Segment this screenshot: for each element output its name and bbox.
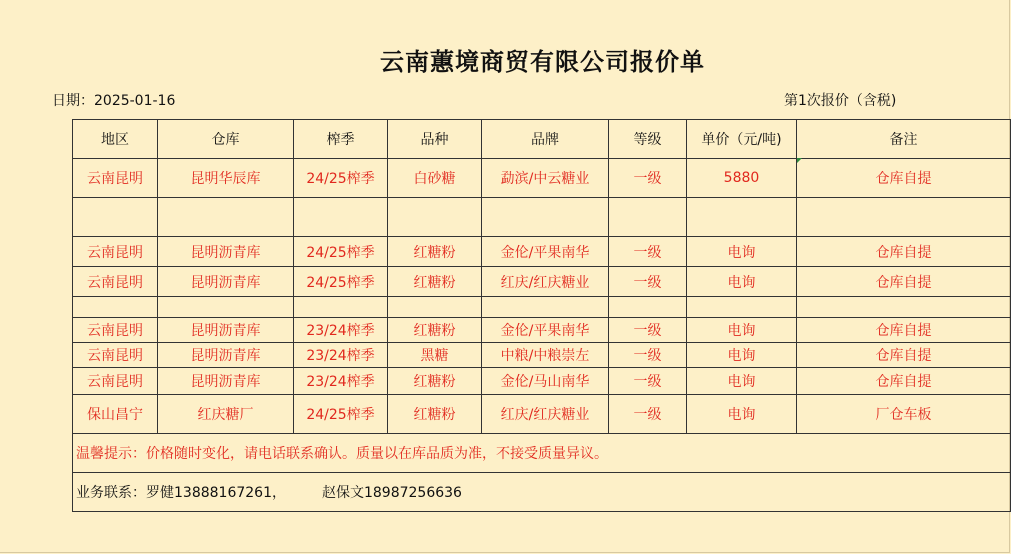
column-header-remark[interactable]: 备注 (797, 120, 1011, 159)
table-row (73, 198, 1011, 237)
cell-grade[interactable]: 一级 (609, 395, 687, 434)
cell-variety[interactable] (388, 198, 482, 237)
contact-row (73, 473, 1011, 512)
cell-brand[interactable]: 金伦/马山南华 (482, 368, 609, 395)
cell-brand[interactable]: 红庆/红庆糖业 (482, 267, 609, 297)
cell-warehouse[interactable]: 昆明沥青库 (158, 318, 294, 343)
cell-season[interactable] (294, 297, 388, 318)
cell-warehouse[interactable] (158, 198, 294, 237)
cell-season[interactable]: 24/25榨季 (294, 237, 388, 267)
cell-price[interactable]: 电询 (687, 343, 797, 368)
contact-person-2: 赵保文18987256636 (321, 485, 462, 501)
cell-warehouse[interactable]: 昆明沥青库 (158, 237, 294, 267)
cell-remark[interactable]: 厂仓车板 (797, 395, 1011, 434)
cell-grade[interactable]: 一级 (609, 318, 687, 343)
table-row (73, 318, 1011, 343)
cell-season[interactable]: 23/24榨季 (294, 343, 388, 368)
cell-price[interactable]: 电询 (687, 267, 797, 297)
cell-variety[interactable] (388, 297, 482, 318)
quote-date: 日期：2025-01-16 (52, 93, 176, 109)
cell-warehouse[interactable]: 昆明华辰库 (158, 159, 294, 198)
cell-remark[interactable]: 仓库自提 (797, 368, 1011, 395)
table-row (73, 159, 1011, 198)
cell-remark[interactable] (797, 198, 1011, 237)
table-row (73, 343, 1011, 368)
cell-price[interactable] (687, 297, 797, 318)
cell-region[interactable]: 云南昆明 (73, 159, 158, 198)
cell-season[interactable]: 23/24榨季 (294, 368, 388, 395)
page-title: 云南蕙境商贸有限公司报价单 (380, 48, 705, 76)
cell-comment-marker (797, 158, 802, 163)
cell-grade[interactable]: 一级 (609, 343, 687, 368)
cell-remark[interactable]: 仓库自提 (797, 237, 1011, 267)
cell-grade[interactable]: 一级 (609, 368, 687, 395)
cell-season[interactable]: 23/24榨季 (294, 318, 388, 343)
cell-brand[interactable]: 中粮/中粮崇左 (482, 343, 609, 368)
cell-remark[interactable]: 仓库自提 (797, 343, 1011, 368)
business-contact[interactable] (73, 473, 1011, 512)
table-row (73, 267, 1011, 297)
cell-warehouse[interactable]: 昆明沥青库 (158, 267, 294, 297)
cell-grade[interactable] (609, 297, 687, 318)
cell-price[interactable]: 电询 (687, 395, 797, 434)
cell-price[interactable] (687, 198, 797, 237)
cell-price[interactable]: 电询 (687, 318, 797, 343)
cell-region[interactable]: 云南昆明 (73, 318, 158, 343)
column-header-grade[interactable]: 等级 (609, 120, 687, 159)
cell-season[interactable] (294, 198, 388, 237)
column-header-brand[interactable]: 品牌 (482, 120, 609, 159)
cell-warehouse[interactable]: 红庆糖厂 (158, 395, 294, 434)
cell-brand[interactable]: 勐滨/中云糖业 (482, 159, 609, 198)
cell-region[interactable]: 云南昆明 (73, 368, 158, 395)
cell-variety[interactable]: 红糖粉 (388, 395, 482, 434)
cell-grade[interactable] (609, 198, 687, 237)
cell-remark[interactable]: 仓库自提 (797, 267, 1011, 297)
table-row (73, 368, 1011, 395)
cell-remark[interactable]: 仓库自提 (797, 159, 1011, 198)
column-header-season[interactable]: 榨季 (294, 120, 388, 159)
column-header-region[interactable]: 地区 (73, 120, 158, 159)
cell-region[interactable]: 云南昆明 (73, 237, 158, 267)
cell-season[interactable]: 24/25榨季 (294, 159, 388, 198)
quote-round: 第1次报价（含税) (784, 93, 897, 109)
cell-region[interactable]: 保山昌宁 (73, 395, 158, 434)
cell-variety[interactable]: 白砂糖 (388, 159, 482, 198)
cell-warehouse[interactable]: 昆明沥青库 (158, 343, 294, 368)
warm-tip-note[interactable]: 温馨提示：价格随时变化，请电话联系确认。质量以在库品质为准，不接受质量异议。 (73, 434, 1011, 473)
table-row (73, 395, 1011, 434)
column-header-variety[interactable]: 品种 (388, 120, 482, 159)
column-header-price[interactable]: 单价（元/吨) (687, 120, 797, 159)
cell-grade[interactable]: 一级 (609, 267, 687, 297)
cell-brand[interactable]: 金伦/平果南华 (482, 237, 609, 267)
cell-region[interactable] (73, 198, 158, 237)
cell-variety[interactable]: 红糖粉 (388, 267, 482, 297)
cell-region[interactable]: 云南昆明 (73, 267, 158, 297)
contact-person-1: 业务联系：罗健13888167261， (76, 485, 286, 501)
table-header-row (73, 120, 1011, 159)
cell-grade[interactable]: 一级 (609, 237, 687, 267)
cell-season[interactable]: 24/25榨季 (294, 267, 388, 297)
column-header-warehouse[interactable]: 仓库 (158, 120, 294, 159)
cell-warehouse[interactable] (158, 297, 294, 318)
cell-brand[interactable] (482, 198, 609, 237)
table-row (73, 237, 1011, 267)
cell-brand[interactable] (482, 297, 609, 318)
table-row (73, 297, 1011, 318)
cell-brand[interactable]: 红庆/红庆糖业 (482, 395, 609, 434)
cell-price[interactable]: 电询 (687, 368, 797, 395)
tip-row (73, 434, 1011, 473)
cell-price[interactable]: 电询 (687, 237, 797, 267)
cell-warehouse[interactable]: 昆明沥青库 (158, 368, 294, 395)
cell-variety[interactable]: 红糖粉 (388, 368, 482, 395)
cell-season[interactable]: 24/25榨季 (294, 395, 388, 434)
cell-remark[interactable] (797, 297, 1011, 318)
cell-variety[interactable]: 红糖粉 (388, 237, 482, 267)
price-table (72, 119, 1011, 512)
cell-grade[interactable]: 一级 (609, 159, 687, 198)
cell-variety[interactable]: 红糖粉 (388, 318, 482, 343)
cell-variety[interactable]: 黑糖 (388, 343, 482, 368)
cell-region[interactable]: 云南昆明 (73, 343, 158, 368)
cell-brand[interactable]: 金伦/平果南华 (482, 318, 609, 343)
cell-region[interactable] (73, 297, 158, 318)
cell-price[interactable]: 5880 (687, 159, 797, 198)
cell-remark[interactable]: 仓库自提 (797, 318, 1011, 343)
